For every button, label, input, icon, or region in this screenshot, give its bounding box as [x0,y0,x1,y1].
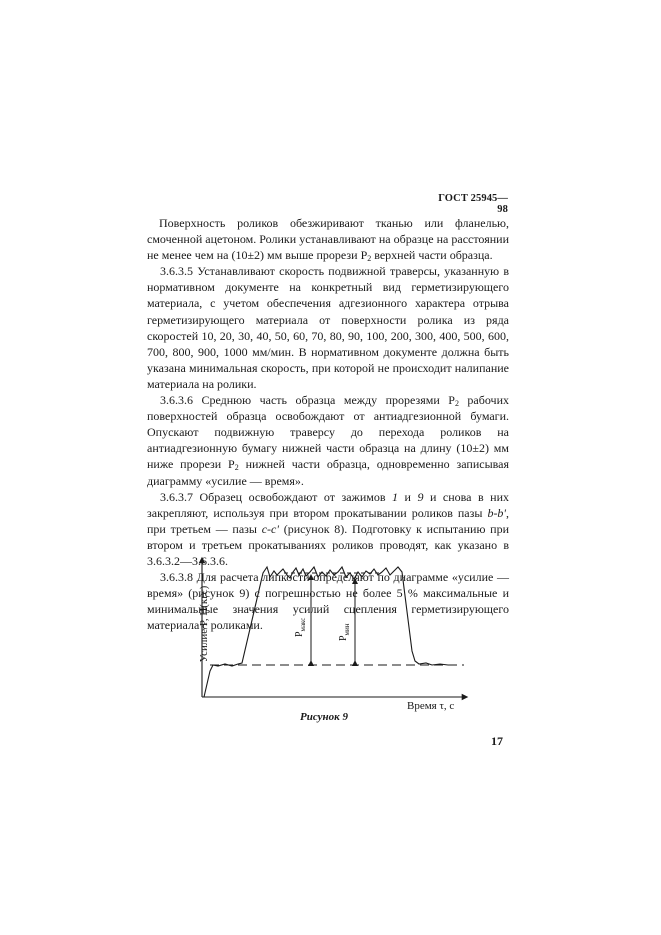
paragraph-text: Для расчета липкости определяют по диаграмме «усилие — время» (рисунок 9) с погрешностью не более 5 % максимальные и минимальные значения усилий сцепления герметизирующего материала с роликами. [147,570,509,633]
italic-ref: 9 [417,489,424,504]
italic-ref: 1 [392,489,399,504]
p-min-subscript: мин [343,623,351,636]
paragraph-text: и [398,489,418,504]
paragraph-text: , при третьем — пазы [147,505,509,536]
paragraph-text: Среднюю часть образца между прорезями P [201,393,455,408]
p-min-label [338,624,351,641]
subscript: 2 [454,399,459,409]
p-max-symbol: P [294,631,305,637]
force-curve [204,567,448,697]
document-code: ГОСТ 25945—98 [438,193,508,215]
paragraph-text: Образец освобождают от зажимов [199,489,393,504]
paragraph-text: (рисунок 8). Подготовку к испытанию при втором и третьем прокатываниях роликов проводят, как указано в 3.6.3.2—3.6.3.6. [147,521,509,568]
page-number: 17 [491,734,503,748]
clause-number: 3.6.3.7 [160,489,200,504]
paragraph-3-6-3-6 [147,392,509,489]
paragraph-text: нижней части образца, одновременно записывая диаграмму «усилие — время». [147,457,509,488]
y-axis-label: Усилие P, H(кгс) [198,585,210,663]
paragraph-text: рабочих поверхностей образца освобождают от антиадгезионной бумаги. Опускают подвижную траверсу до перехода роликов на антиадгезионную бумагу нижней части образца на длину (10±2) мм ниже прорези P [147,393,510,472]
paragraph-surface [147,215,509,263]
subscript: 2 [367,254,372,264]
p-max-label [294,618,307,637]
clause-number: 3.6.3.6 [160,393,202,408]
italic-ref: c-c' [261,521,279,536]
paragraph-text: Устанавливают скорость подвижной траверсы, указанную в нормативном документе на конкретный вид герметизирующего материала, с учетом обеспечения адгезионного характера отрыва герметизирующего материала от поверхности ролика из ряда скоростей 10, 20, 30, 40, 50, 60, 70, 80, 90, 100, 200, 300, 400, 500, 600, 700, 800, 900, 1000 мм/мин. В нормативном документе должна быть указана минимальная скорость, при которой не происходит налипание материала на ролики. [147,264,510,391]
paragraph-text: и снова в них закрепляют, используя при втором прокатывании роликов пазы [147,489,510,520]
paragraph-text: верхней части образца. [371,248,493,263]
italic-ref: b-b' [487,505,506,520]
p-max-subscript: макс [299,617,307,632]
force-time-diagram [180,555,470,725]
subscript: 2 [234,463,239,473]
clause-number: 3.6.3.8 [160,570,197,585]
clause-number: 3.6.3.5 [160,264,198,279]
x-axis-label: Время τ, с [407,700,455,712]
figure-caption: Рисунок 9 [300,711,348,723]
p-min-symbol: P [338,635,349,641]
paragraph-text: Поверхность роликов обезжиривают тканью или фланелью, смоченной ацетоном. Ролики устанавливают на образце на расстоянии не менее чем на (10±2) мм выше прорези P [147,216,509,263]
paragraph-3-6-3-5 [147,263,509,392]
